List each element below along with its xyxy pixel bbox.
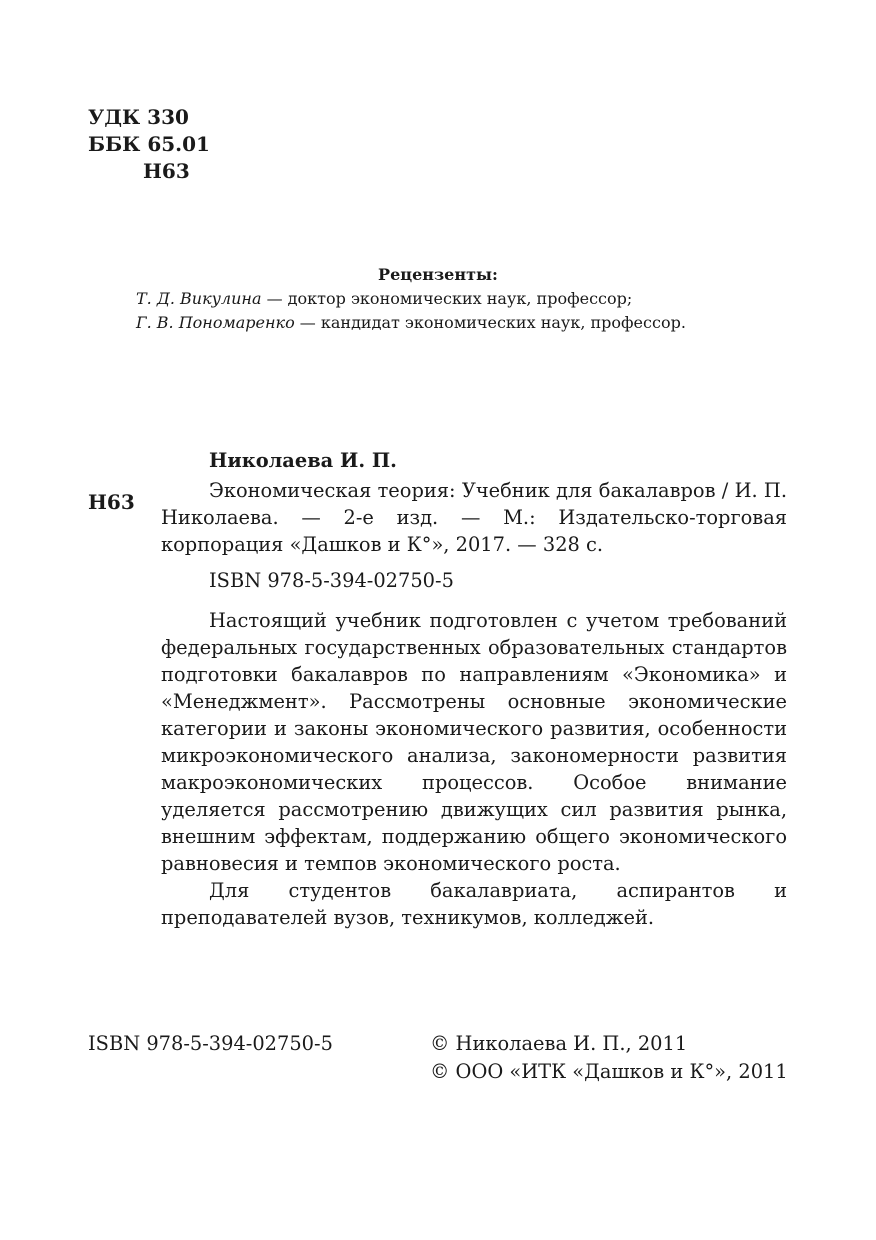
bibliographic-record (161, 447, 787, 931)
reviewer-line (0, 287, 876, 311)
book-description: Экономическая теория: Учебник для бакалавров / И. П. Николаева. — 2-е изд. — М.: Издательско-торговая корпорация «Дашков и К°», 2017. — 328 с. (161, 479, 787, 556)
annotation-paragraph: Настоящий учебник подготовлен с учетом требований федеральных государственных образовательных стандартов подготовки бакалавров по направлениям «Экономика» и «Менеджмент». Рассмотрены основные экономические категории и законы экономического развития, особенности микроэкономического анализа, закономерности развития макроэкономических процессов. Особое внимание уделяется рассмотрению движущих сил развития рынка, внешним эффектам, поддержанию общего экономического равновесия и темпов экономического роста. (161, 609, 787, 875)
book-author: Николаева И. П. (209, 449, 397, 472)
annotation-paragraph: Для студентов бакалавриата, аспирантов и преподавателей вузов, техникумов, колледжей. (161, 879, 787, 929)
reviewers-block (0, 263, 876, 335)
copyright-line: © ООО «ИТК «Дашков и К°», 2011 (430, 1060, 788, 1083)
footer-isbn: ISBN 978-5-394-02750-5 (88, 1032, 333, 1055)
book-isbn: ISBN 978-5-394-02750-5 (209, 569, 454, 592)
reviewers-heading: Рецензенты: (378, 265, 498, 284)
copyright-line: © Николаева И. П., 2011 (430, 1032, 688, 1055)
reviewer-line (0, 311, 876, 335)
copyright-block (430, 1030, 788, 1086)
annotation (161, 607, 787, 931)
bbk-code: ББК 65.01 (88, 132, 210, 156)
reviewer-title: — кандидат экономических наук, профессор. (294, 313, 686, 332)
reviewer-name: Г. В. Пономаренко (136, 313, 295, 332)
reviewer-name: Т. Д. Викулина (136, 289, 262, 308)
side-author-mark: Н63 (88, 490, 135, 514)
author-mark: Н63 (143, 159, 190, 183)
udk-code: УДК 330 (88, 105, 189, 129)
classification-block (88, 104, 210, 185)
reviewer-title: — доктор экономических наук, профессор; (261, 289, 633, 308)
